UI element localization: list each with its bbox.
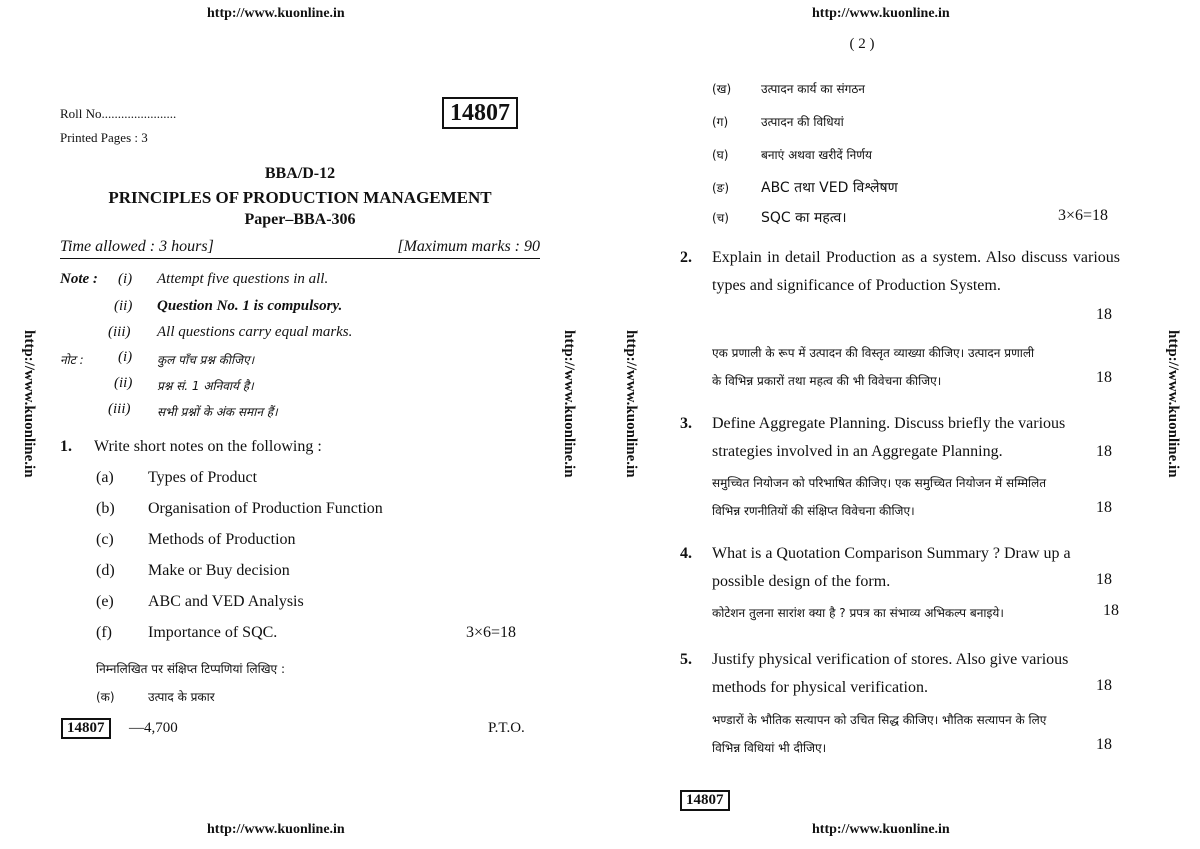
q3-number: 3. <box>680 415 692 432</box>
hindi-item-label: (ख) <box>712 82 732 96</box>
q1-item-text: Importance of SQC. <box>148 624 278 641</box>
q1-number: 1. <box>60 438 72 455</box>
q4-number: 4. <box>680 545 692 562</box>
q1-item-label: (b) <box>96 500 115 517</box>
paper-number: Paper–BBA-306 <box>244 211 356 228</box>
hindi-q1-item-label: (क) <box>96 690 115 704</box>
note-num: (iii) <box>108 324 131 340</box>
q1-item-text: Organisation of Production Function <box>148 500 383 517</box>
q5-hindi-line1: भण्डारों के भौतिक सत्यापन को उचित सिद्ध कीजिए। भौतिक सत्यापन के लिए <box>712 713 1047 727</box>
page2-footer-code-box: 14807 <box>680 790 730 811</box>
q4-hindi-line1: कोटेशन तुलना सारांश क्या है ? प्रपत्र का संभाव्य अभिकल्प बनाइये। <box>712 606 1004 620</box>
q3-marks: 18 <box>1096 443 1112 460</box>
note-num: (ii) <box>114 298 133 314</box>
q1-item-label: (d) <box>96 562 115 579</box>
note-num: (i) <box>118 271 133 287</box>
q2-hindi-line2: के विभिन्न प्रकारों तथा महत्व की भी विवेचना कीजिए। <box>712 374 942 388</box>
note-text: All questions carry equal marks. <box>157 324 353 340</box>
q1-item-text: Make or Buy decision <box>148 562 290 579</box>
q1-item-label: (a) <box>96 469 114 486</box>
footer-copies: —4,700 <box>129 720 178 736</box>
note-label: Note : <box>60 271 98 287</box>
side-url-far-left[interactable]: http://www.kuonline.in <box>21 330 37 478</box>
hindi-item-label: (ङ) <box>712 181 730 195</box>
hindi-item-label: (ग) <box>712 115 729 129</box>
hindi-note-text: प्रश्न सं. 1 अनिवार्य है। <box>157 379 254 393</box>
paper-code-box: 14807 <box>442 97 518 129</box>
q1-item-text: Types of Product <box>148 469 258 486</box>
q1-item-text: ABC and VED Analysis <box>148 593 304 610</box>
hindi-note-num: (i) <box>118 349 133 365</box>
subject-title: PRINCIPLES OF PRODUCTION MANAGEMENT <box>108 188 492 207</box>
q5-marks: 18 <box>1096 677 1112 694</box>
hindi-note-text: कुल पाँच प्रश्न कीजिए। <box>157 353 255 367</box>
q1-text: Write short notes on the following : <box>94 438 322 455</box>
footer-url-left[interactable]: http://www.kuonline.in <box>207 822 345 837</box>
hindi-item-text: बनाएं अथवा खरीदें निर्णय <box>761 148 872 162</box>
q4-marks: 18 <box>1096 571 1112 588</box>
q1-item-text: Methods of Production <box>148 531 296 548</box>
q5-hindi-line2: विभिन्न विधियां भी दीजिए। <box>712 741 827 755</box>
q2-hindi-marks: 18 <box>1096 369 1112 386</box>
page-number: ( 2 ) <box>849 36 875 52</box>
q3-hindi-marks: 18 <box>1096 499 1112 516</box>
side-url-far-right[interactable]: http://www.kuonline.in <box>1165 330 1181 478</box>
pto-label: P.T.O. <box>488 720 525 736</box>
hindi-note-text: सभी प्रश्नों के अंक समान हैं। <box>157 405 278 419</box>
note-text: Question No. 1 is compulsory. <box>157 298 343 314</box>
course-code: BBA/D-12 <box>264 165 336 182</box>
note-text: Attempt five questions in all. <box>157 271 329 287</box>
q2-number: 2. <box>680 249 692 266</box>
q4-text: What is a Quotation Comparison Summary ? Draw up a possible design of the form. <box>712 545 1071 590</box>
hindi-item-text: उत्पादन कार्य का संगठन <box>761 82 865 96</box>
hindi-item-text: ABC तथा VED विश्लेषण <box>761 180 898 196</box>
q1-item-label: (e) <box>96 593 114 610</box>
q3-text: Define Aggregate Planning. Discuss briefly the various strategies involved in an Aggregate Planning. <box>712 415 1066 460</box>
q1-marks: 3×6=18 <box>466 624 517 641</box>
q2-marks: 18 <box>1096 306 1112 323</box>
q1-item-label: (f) <box>96 624 112 641</box>
footer-url-right[interactable]: http://www.kuonline.in <box>812 822 950 837</box>
hindi-item-marks: 3×6=18 <box>1058 207 1109 224</box>
q5-number: 5. <box>680 651 692 668</box>
q5-hindi-marks: 18 <box>1096 736 1112 753</box>
hindi-item-text: उत्पादन की विधियां <box>761 115 844 129</box>
printed-pages: Printed Pages : 3 <box>60 130 148 145</box>
hindi-item-text: SQC का महत्व। <box>761 210 847 226</box>
hindi-note-num: (iii) <box>108 401 131 417</box>
q2-text: Explain in detail Production as a system. Also discuss various types and significance of Production System. <box>712 249 1120 294</box>
hindi-q1-text: निम्नलिखित पर संक्षिप्त टिप्पणियां लिखिए : <box>96 662 286 676</box>
hindi-q1-item-text: उत्पाद के प्रकार <box>148 690 215 704</box>
divider-line <box>60 258 540 259</box>
header-url-left[interactable]: http://www.kuonline.in <box>207 6 345 21</box>
hindi-note-label: नोट : <box>60 353 84 367</box>
footer-code-box: 14807 <box>61 718 111 739</box>
hindi-item-label: (घ) <box>712 148 729 162</box>
q5-text: Justify physical verification of stores. Also give various methods for physical verification. <box>712 651 1069 696</box>
maximum-marks: [Maximum marks : 90 <box>397 238 540 255</box>
header-url-right[interactable]: http://www.kuonline.in <box>812 6 950 21</box>
q4-hindi-marks: 18 <box>1103 602 1119 619</box>
q3-hindi-line1: समुच्चित नियोजन को परिभाषित कीजिए। एक समुच्चित नियोजन में सम्मिलित <box>712 476 1047 490</box>
q3-hindi-line2: विभिन्न रणनीतियों की संक्षिप्त विवेचना कीजिए। <box>712 504 915 518</box>
q2-hindi-line1: एक प्रणाली के रूप में उत्पादन की विस्तृत व्याख्या कीजिए। उत्पादन प्रणाली <box>712 346 1035 360</box>
side-url-center-left[interactable]: http://www.kuonline.in <box>561 330 577 478</box>
hindi-item-label: (च) <box>712 211 729 225</box>
q1-item-label: (c) <box>96 531 114 548</box>
side-url-center-right[interactable]: http://www.kuonline.in <box>623 330 639 478</box>
time-allowed: Time allowed : 3 hours] <box>60 238 214 255</box>
roll-no: Roll No....................... <box>60 106 177 121</box>
hindi-note-num: (ii) <box>114 375 133 391</box>
